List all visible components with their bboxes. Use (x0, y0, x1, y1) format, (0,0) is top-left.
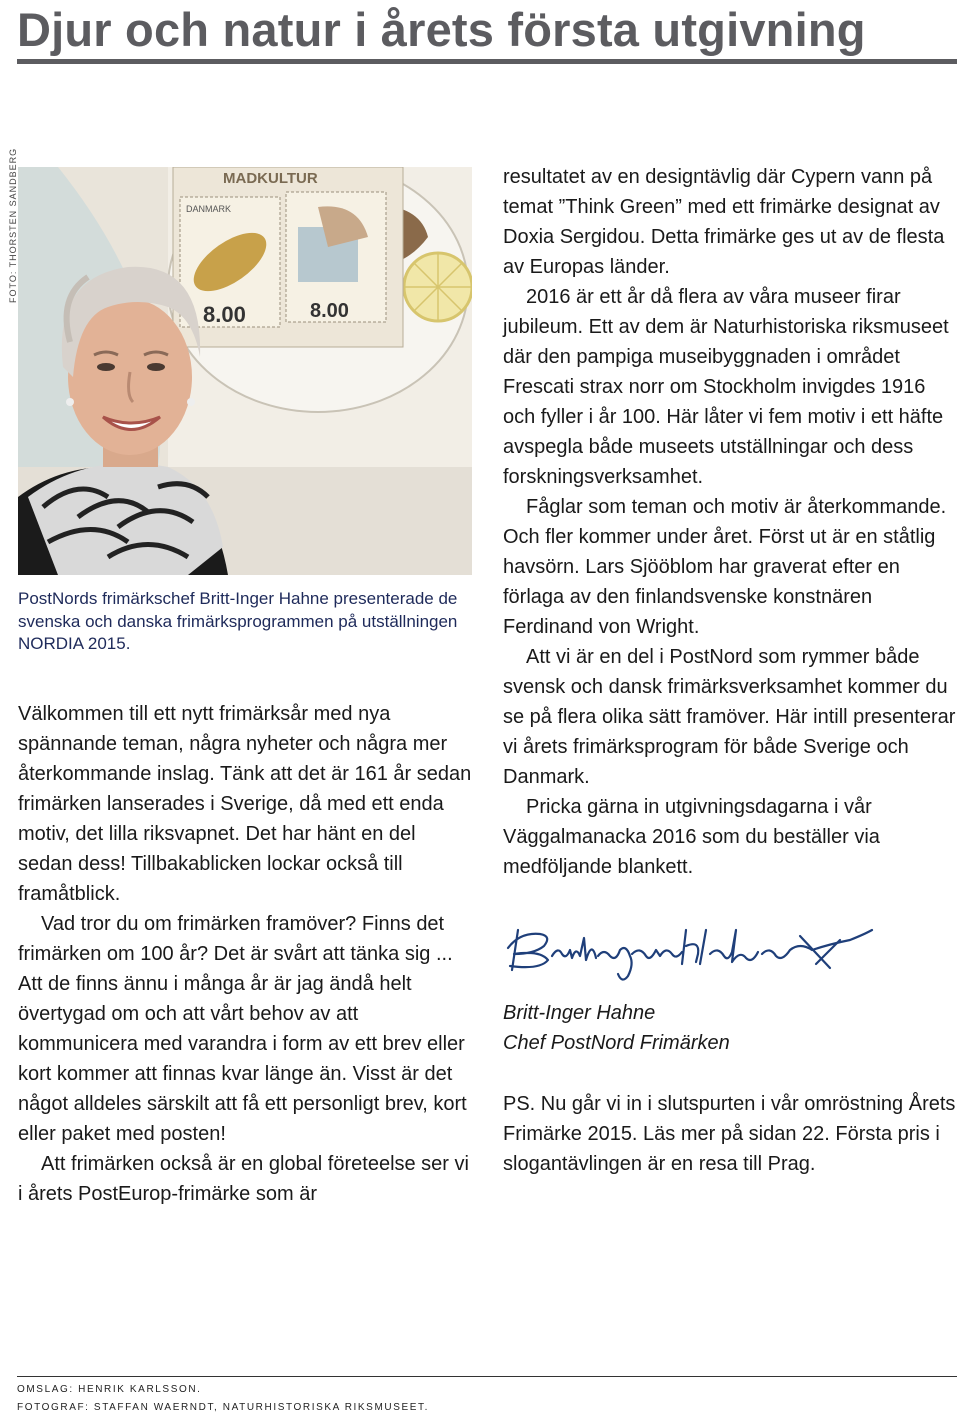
page-headline: Djur och natur i årets första utgivning (17, 3, 866, 56)
photo-credit: FOTO: THORSTEN SANDBERG (8, 147, 18, 303)
left-paragraph-2: Vad tror du om frimärken framöver? Finns det frimärken om 100 år? Det är svårt att tänka sig ... Att de finns ännu i många år är jag ändå helt övertygad om och att vårt behov av att kommunicera med varandra i form av ett brev eller kort kommer att finnas kvar länge än. Visst är det något alldeles särskilt att få ett personligt brev, kort eller paket med posten! (18, 913, 467, 1145)
left-paragraph-1: Välkommen till ett nytt frimärksår med nya spännande teman, några nyheter och några mer återkommande inslag. Tänk att det är 161 år sedan frimärken lanserades i Sverige, då med ett enda motiv, det lilla riksvapnet. Det har hänt en del sedan dess! Tillbakablicken lockar också till framåtblick. (18, 703, 472, 905)
postscript-text: PS. Nu går vi in i slutspurten i vår omröstning Årets Frimärke 2015. Läs mer på sidan 22. Första pris i slogantävlingen är en resa till Prag. (503, 1093, 956, 1175)
footer-rule (17, 1376, 957, 1377)
postscript (503, 1089, 958, 1179)
stamp-value-2: 8.00 (310, 300, 349, 322)
portrait-illustration (18, 167, 472, 575)
cover-credit: OMSLAG: HENRIK KARLSSON. (17, 1384, 202, 1395)
signature-block (503, 998, 923, 1058)
right-paragraph-2: 2016 är ett år då flera av våra museer firar jubileum. Ett av dem är Naturhistoriska riksmuseet där den pampiga museibyggnaden i området Frescati strax norr om Stockholm invigdes 1916 och fyller i år 100. Här låter vi fem motiv i ett häfte avspegla både museets utställningar och dess forskningsverksamhet. (503, 286, 949, 488)
left-column (18, 699, 473, 1209)
signer-title: Chef PostNord Frimärken (503, 1032, 730, 1054)
right-column (503, 162, 958, 882)
right-paragraph-4: Att vi är en del i PostNord som rymmer både svensk och dansk frimärksverksamhet kommer du se på flera olika sätt framöver. Här intill presenterar vi årets frimärksprogram för både Sverige och Danmark. (503, 646, 956, 788)
headline-rule (17, 59, 957, 64)
right-paragraph-3: Fåglar som teman och motiv är återkommande. Och fler kommer under året. Först ut är en ståtlig havsörn. Lars Sjööblom har graverat efter en förlaga av den finlandsvenske konstnären Ferdinand von Wright. (503, 496, 947, 638)
photographer-credit: FOTOGRAF: STAFFAN WAERNDT, NATURHISTORISKA RIKSMUSEET. (17, 1402, 429, 1413)
right-paragraph-1: resultatet av en designtävlig där Cypern vann på temat ”Think Green” med ett frimärke designat av Doxia Sergidou. Detta frimärke ges ut av de flesta av Europas länder. (503, 166, 945, 278)
stamp-country-1: DANMARK (186, 204, 232, 214)
right-paragraph-5: Pricka gärna in utgivningsdagarna i vår Väggalmanacka 2016 som du beställer via medföljande blankett. (503, 796, 880, 878)
left-paragraph-3: Att frimärken också är en global företeelse ser vi i årets PostEurop-frimärke som är (18, 1153, 469, 1205)
signer-name: Britt-Inger Hahne (503, 1002, 656, 1024)
handwritten-signature (500, 910, 890, 990)
photo-caption: PostNords frimärkschef Britt-Inger Hahne presenterade de svenska och danska frimärksprogrammen på utställningen NORDIA 2015. (18, 589, 458, 653)
stamp-value-1: 8.00 (203, 302, 246, 327)
stamp-sheet-title: MADKULTUR (223, 170, 318, 187)
portrait-photo (18, 167, 472, 575)
